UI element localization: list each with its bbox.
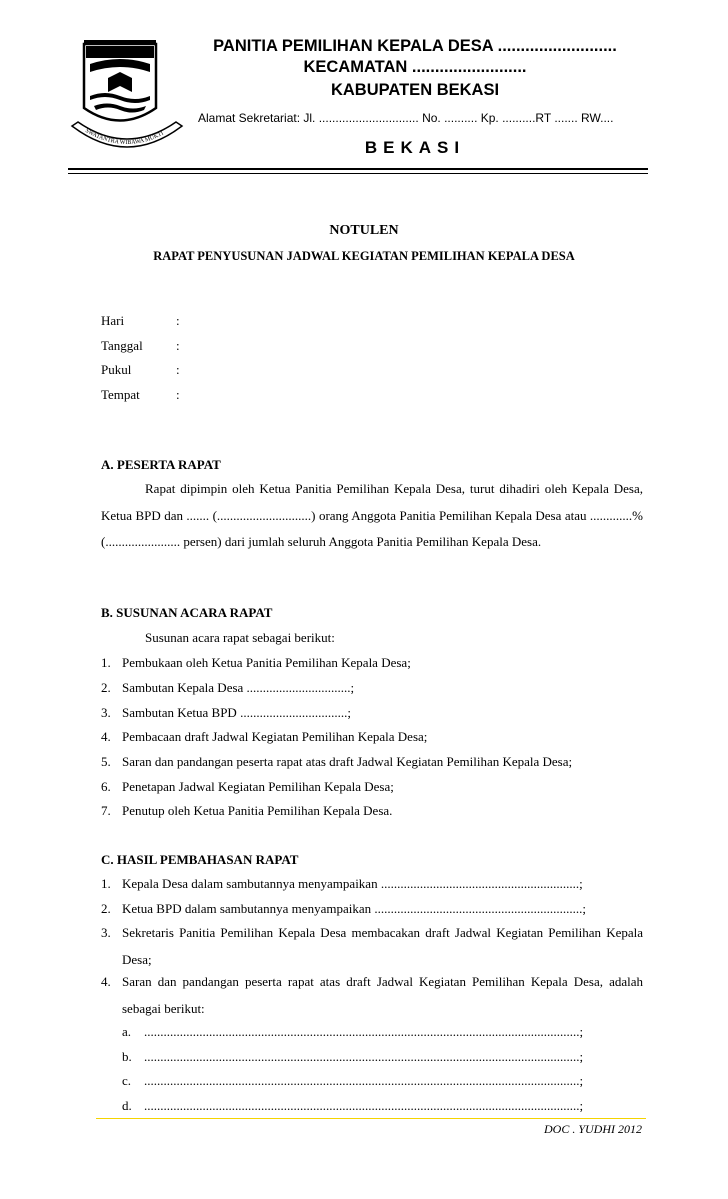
item-text: Pembacaan draft Jadwal Kegiatan Pemilihan Kepala Desa;: [122, 729, 428, 744]
field-colon: :: [176, 338, 180, 353]
svg-text:SWATANTRA WIBAWA MUKTI: [84, 128, 165, 146]
sub-item-text: ......................................................................................................................................;: [144, 1073, 584, 1088]
sub-item: [122, 1024, 583, 1040]
regency-name: KABUPATEN BEKASI: [330, 81, 500, 99]
field-colon: :: [176, 313, 180, 328]
header-rule-thin: [68, 173, 648, 174]
item-text: Ketua BPD dalam sambutannya menyampaikan ................................................................;: [122, 901, 586, 916]
logo-motto-text: SWATANTRA WIBAWA MUKTI: [84, 127, 165, 147]
field-label-tanggal: Tanggal: [101, 338, 143, 353]
item-text: Sekretaris Panitia Pemilihan Kepala Desa membacakan draft Jadwal Kegiatan Pemilihan Kepala Desa;: [122, 925, 643, 967]
item-text: Penutup oleh Ketua Panitia Pemilihan Kepala Desa.: [122, 803, 393, 818]
committee-name: PANITIA PEMILIHAN KEPALA DESA ..........................: [213, 37, 617, 55]
sub-item-text: ......................................................................................................................................;: [144, 1024, 584, 1039]
agenda-item: [101, 705, 351, 721]
item-text: Kepala Desa dalam sambutannya menyampaikan .............................................................;: [122, 876, 583, 891]
field-colon: :: [176, 362, 180, 377]
item-text: Sambutan Kepala Desa ................................;: [122, 680, 355, 695]
field-label-pukul: Pukul: [101, 362, 132, 377]
sub-item: [122, 1073, 583, 1089]
agenda-item: [101, 655, 411, 671]
item-number: 4.: [101, 729, 111, 744]
sub-item: [122, 1049, 583, 1065]
agenda-item: [101, 779, 394, 795]
item-number: 2.: [101, 901, 111, 916]
item-number: 5.: [101, 754, 111, 769]
item-number: 4.: [101, 974, 111, 989]
sub-item-text: ......................................................................................................................................;: [144, 1098, 584, 1113]
field-colon: :: [176, 387, 180, 402]
footer-rule: [96, 1118, 646, 1119]
sub-item-letter: b.: [122, 1049, 132, 1064]
sub-item-letter: d.: [122, 1098, 132, 1113]
item-number: 3.: [101, 705, 111, 720]
item-text: Saran dan pandangan peserta rapat atas draft Jadwal Kegiatan Pemilihan Kepala Desa, adalah sebagai berikut:: [122, 974, 643, 1016]
item-number: 7.: [101, 803, 111, 818]
field-label-hari: Hari: [101, 313, 125, 328]
section-a-body: Rapat dipimpin oleh Ketua Panitia Pemilihan Kepala Desa, turut dihadiri oleh Kepala Desa, Ketua BPD dan ....... (.............................) orang Anggota Panitia Pemilihan Kepala Desa atau .............% (....................... persen) dari jumlah seluruh Anggota Panitia Pemilihan Kepala Desa.: [101, 481, 643, 549]
result-item: [101, 969, 643, 1022]
item-text: Sambutan Ketua BPD .................................;: [122, 705, 351, 720]
sub-item-text: ......................................................................................................................................;: [144, 1049, 584, 1064]
item-number: 1.: [101, 876, 111, 891]
agenda-item: [101, 803, 392, 819]
agenda-item: [101, 729, 427, 745]
result-item: [101, 920, 643, 973]
section-b-intro: Susunan acara rapat sebagai berikut:: [145, 630, 335, 645]
field-label-tempat: Tempat: [101, 387, 140, 402]
district-name: KECAMATAN .........................: [303, 58, 527, 76]
item-text: Penetapan Jadwal Kegiatan Pemilihan Kepala Desa;: [122, 779, 394, 794]
document-subtitle: RAPAT PENYUSUNAN JADWAL KEGIATAN PEMILIHAN KEPALA DESA: [153, 249, 575, 263]
secretariat-address: Alamat Sekretariat: Jl. .............................. No. .......... Kp. ..........RT ....... RW....: [198, 111, 614, 125]
item-number: 2.: [101, 680, 111, 695]
city-name: BEKASI: [364, 138, 466, 157]
regency-emblem-logo: [68, 38, 186, 160]
sub-item-letter: a.: [122, 1024, 132, 1039]
agenda-item: [101, 680, 354, 696]
result-item: [101, 901, 586, 917]
footer-doc-label: DOC . YUDHI 2012: [543, 1122, 642, 1136]
item-number: 6.: [101, 779, 111, 794]
result-item: [101, 876, 583, 892]
section-b-title: B. SUSUNAN ACARA RAPAT: [101, 605, 273, 620]
section-c-title: C. HASIL PEMBAHASAN RAPAT: [101, 852, 299, 867]
agenda-item: [101, 754, 572, 770]
item-number: 1.: [101, 655, 111, 670]
item-text: Saran dan pandangan peserta rapat atas draft Jadwal Kegiatan Pemilihan Kepala Desa;: [122, 754, 573, 769]
header-rule-thick: [68, 168, 648, 170]
item-text: Pembukaan oleh Ketua Panitia Pemilihan Kepala Desa;: [122, 655, 411, 670]
section-a-title: A. PESERTA RAPAT: [101, 457, 221, 472]
item-number: 3.: [101, 925, 111, 940]
document-title: NOTULEN: [329, 223, 399, 238]
sub-item-letter: c.: [122, 1073, 132, 1088]
sub-item: [122, 1098, 583, 1114]
